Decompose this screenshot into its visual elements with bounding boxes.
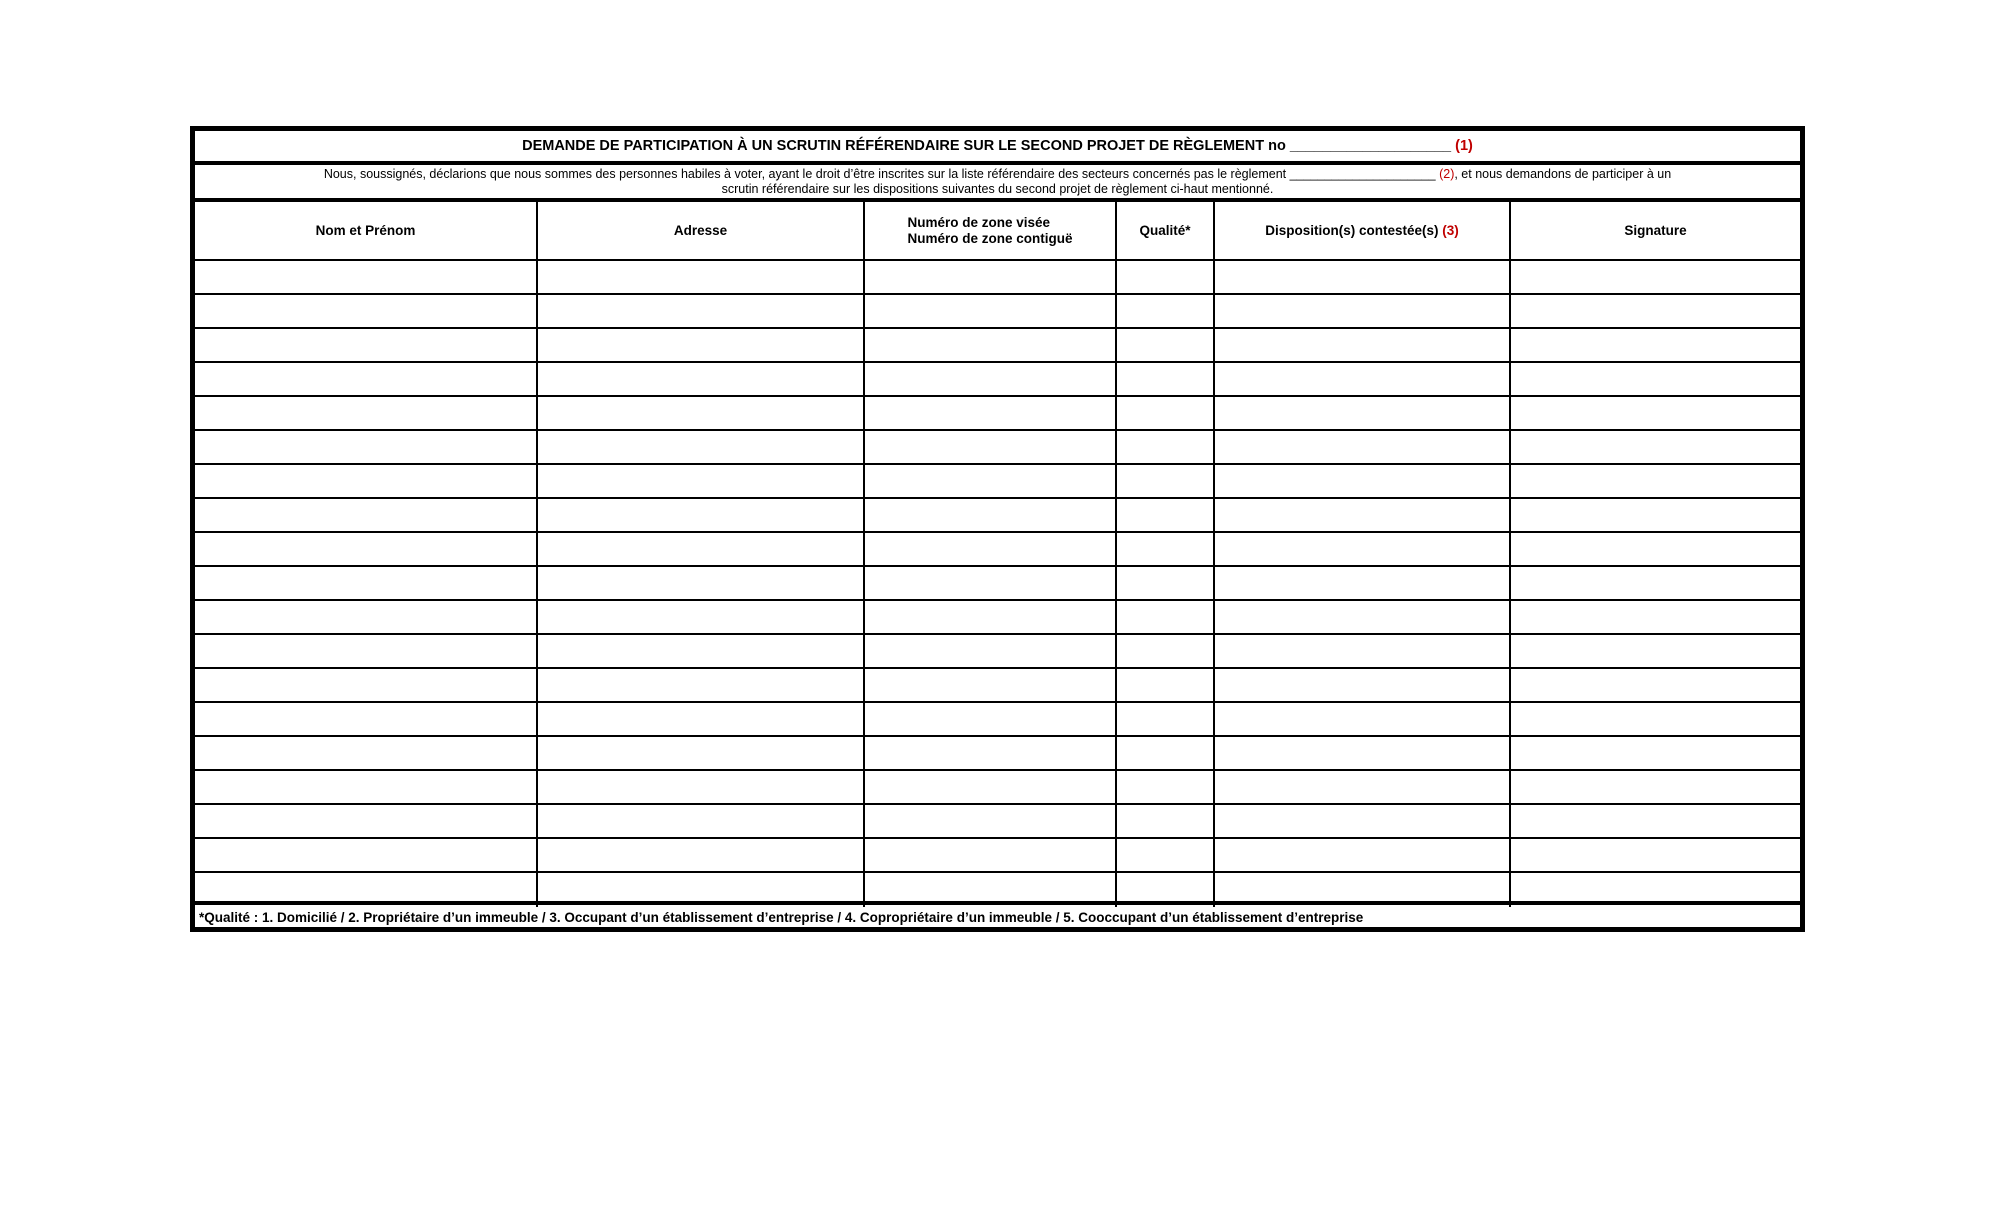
cell-name[interactable] xyxy=(195,567,538,599)
table-row xyxy=(195,465,1800,499)
table-row xyxy=(195,737,1800,771)
cell-name[interactable] xyxy=(195,601,538,633)
cell-disposition[interactable] xyxy=(1215,397,1511,429)
cell-name[interactable] xyxy=(195,431,538,463)
table-row xyxy=(195,771,1800,805)
cell-quality[interactable] xyxy=(1117,737,1215,769)
cell-zone[interactable] xyxy=(865,329,1117,361)
cell-quality[interactable] xyxy=(1117,397,1215,429)
form-title: DEMANDE DE PARTICIPATION À UN SCRUTIN RÉFÉRENDAIRE SUR LE SECOND PROJET DE RÈGLEMENT no ____________________ xyxy=(522,138,1452,154)
cell-name[interactable] xyxy=(195,737,538,769)
cell-signature[interactable] xyxy=(1511,329,1800,361)
header-address xyxy=(538,202,865,259)
form-title-note: (1) xyxy=(1455,138,1473,154)
header-name-label: Nom et Prénom xyxy=(315,222,416,238)
cell-zone[interactable] xyxy=(865,635,1117,667)
header-signature xyxy=(1511,202,1800,259)
signature-table xyxy=(195,202,1800,901)
cell-disposition[interactable] xyxy=(1215,805,1511,837)
cell-quality[interactable] xyxy=(1117,533,1215,565)
cell-address[interactable] xyxy=(538,703,865,735)
cell-disposition[interactable] xyxy=(1215,465,1511,497)
table-row xyxy=(195,397,1800,431)
cell-quality[interactable] xyxy=(1117,261,1215,293)
header-address-label: Adresse xyxy=(673,222,728,238)
cell-address[interactable] xyxy=(538,295,865,327)
cell-disposition[interactable] xyxy=(1215,601,1511,633)
intro-line-1 xyxy=(209,167,1786,182)
cell-zone[interactable] xyxy=(865,601,1117,633)
cell-quality[interactable] xyxy=(1117,295,1215,327)
cell-disposition[interactable] xyxy=(1215,261,1511,293)
cell-name[interactable] xyxy=(195,805,538,837)
cell-quality[interactable] xyxy=(1117,703,1215,735)
cell-name[interactable] xyxy=(195,839,538,871)
cell-name[interactable] xyxy=(195,363,538,395)
cell-quality[interactable] xyxy=(1117,771,1215,803)
cell-name[interactable] xyxy=(195,669,538,701)
table-row xyxy=(195,669,1800,703)
cell-zone[interactable] xyxy=(865,737,1117,769)
cell-signature[interactable] xyxy=(1511,839,1800,871)
cell-name[interactable] xyxy=(195,261,538,293)
intro-text-part1: Nous, soussignés, déclarions que nous sommes des personnes habiles à voter, ayant le droit d’être inscrites sur la liste référendaire des secteurs concernés pas le règlement _____________________ xyxy=(323,167,1436,181)
header-zone-line1: Numéro de zone visée xyxy=(907,214,1051,230)
cell-name[interactable] xyxy=(195,635,538,667)
form-intro xyxy=(195,165,1800,202)
table-row xyxy=(195,601,1800,635)
header-zone xyxy=(865,202,1117,259)
header-disposition xyxy=(1215,202,1511,259)
cell-name[interactable] xyxy=(195,465,538,497)
cell-quality[interactable] xyxy=(1117,805,1215,837)
cell-address[interactable] xyxy=(538,499,865,531)
cell-address[interactable] xyxy=(538,363,865,395)
cell-signature[interactable] xyxy=(1511,397,1800,429)
cell-quality[interactable] xyxy=(1117,567,1215,599)
cell-name[interactable] xyxy=(195,533,538,565)
cell-disposition[interactable] xyxy=(1215,839,1511,871)
cell-disposition[interactable] xyxy=(1215,703,1511,735)
cell-zone[interactable] xyxy=(865,567,1117,599)
cell-name[interactable] xyxy=(195,771,538,803)
table-row xyxy=(195,805,1800,839)
cell-signature[interactable] xyxy=(1511,737,1800,769)
cell-zone[interactable] xyxy=(865,533,1117,565)
cell-quality[interactable] xyxy=(1117,499,1215,531)
cell-signature[interactable] xyxy=(1511,261,1800,293)
cell-address[interactable] xyxy=(538,601,865,633)
cell-signature[interactable] xyxy=(1511,499,1800,531)
cell-zone[interactable] xyxy=(865,397,1117,429)
cell-signature[interactable] xyxy=(1511,805,1800,837)
cell-address[interactable] xyxy=(538,669,865,701)
table-row xyxy=(195,431,1800,465)
referendum-request-form xyxy=(190,126,1805,932)
cell-quality[interactable] xyxy=(1117,839,1215,871)
cell-zone[interactable] xyxy=(865,669,1117,701)
cell-signature[interactable] xyxy=(1511,295,1800,327)
header-quality-label: Qualité* xyxy=(1139,222,1191,238)
intro-note: (2) xyxy=(1439,167,1455,181)
cell-name[interactable] xyxy=(195,499,538,531)
header-zone-line2: Numéro de zone contiguë xyxy=(907,230,1073,246)
header-disposition-label: Disposition(s) contestée(s) xyxy=(1265,222,1439,238)
cell-disposition[interactable] xyxy=(1215,567,1511,599)
table-row xyxy=(195,567,1800,601)
cell-zone[interactable] xyxy=(865,295,1117,327)
table-row xyxy=(195,533,1800,567)
table-row xyxy=(195,329,1800,363)
header-disposition-note: (3) xyxy=(1442,222,1459,238)
cell-address[interactable] xyxy=(538,465,865,497)
cell-address[interactable] xyxy=(538,567,865,599)
cell-disposition[interactable] xyxy=(1215,737,1511,769)
cell-address[interactable] xyxy=(538,635,865,667)
cell-quality[interactable] xyxy=(1117,669,1215,701)
cell-disposition[interactable] xyxy=(1215,431,1511,463)
cell-signature[interactable] xyxy=(1511,635,1800,667)
intro-line-2: scrutin référendaire sur les dispositions suivantes du second projet de règlement ci-haut mentionné. xyxy=(721,182,1274,196)
cell-disposition[interactable] xyxy=(1215,363,1511,395)
cell-name[interactable] xyxy=(195,703,538,735)
cell-signature[interactable] xyxy=(1511,363,1800,395)
table-row xyxy=(195,295,1800,329)
cell-quality[interactable] xyxy=(1117,635,1215,667)
cell-zone[interactable] xyxy=(865,465,1117,497)
table-row xyxy=(195,839,1800,873)
cell-disposition[interactable] xyxy=(1215,635,1511,667)
table-row xyxy=(195,363,1800,397)
cell-disposition[interactable] xyxy=(1215,771,1511,803)
cell-disposition[interactable] xyxy=(1215,669,1511,701)
cell-address[interactable] xyxy=(538,397,865,429)
cell-zone[interactable] xyxy=(865,261,1117,293)
quality-legend: *Qualité : 1. Domicilié / 2. Propriétaire d’un immeuble / 3. Occupant d’un établissement d’entreprise / 4. Copropriétaire d’un immeuble / 5. Cooccupant d’un établissement d’entreprise xyxy=(195,901,1800,932)
cell-disposition[interactable] xyxy=(1215,533,1511,565)
table-header-row xyxy=(195,202,1800,261)
cell-name[interactable] xyxy=(195,397,538,429)
cell-address[interactable] xyxy=(538,737,865,769)
cell-disposition[interactable] xyxy=(1215,329,1511,361)
table-row xyxy=(195,703,1800,737)
cell-address[interactable] xyxy=(538,805,865,837)
cell-quality[interactable] xyxy=(1117,363,1215,395)
cell-quality[interactable] xyxy=(1117,465,1215,497)
cell-address[interactable] xyxy=(538,431,865,463)
table-row xyxy=(195,261,1800,295)
cell-address[interactable] xyxy=(538,839,865,871)
table-row xyxy=(195,499,1800,533)
cell-signature[interactable] xyxy=(1511,431,1800,463)
cell-address[interactable] xyxy=(538,261,865,293)
intro-text-part2: , et nous demandons de participer à un xyxy=(1454,167,1672,181)
cell-disposition[interactable] xyxy=(1215,295,1511,327)
table-row xyxy=(195,635,1800,669)
cell-name[interactable] xyxy=(195,329,538,361)
cell-zone[interactable] xyxy=(865,703,1117,735)
cell-quality[interactable] xyxy=(1117,329,1215,361)
cell-signature[interactable] xyxy=(1511,669,1800,701)
cell-zone[interactable] xyxy=(865,431,1117,463)
cell-zone[interactable] xyxy=(865,771,1117,803)
cell-zone[interactable] xyxy=(865,499,1117,531)
cell-address[interactable] xyxy=(538,533,865,565)
header-name xyxy=(195,202,538,259)
cell-quality[interactable] xyxy=(1117,431,1215,463)
cell-zone[interactable] xyxy=(865,839,1117,871)
cell-signature[interactable] xyxy=(1511,703,1800,735)
cell-address[interactable] xyxy=(538,771,865,803)
cell-zone[interactable] xyxy=(865,805,1117,837)
cell-disposition[interactable] xyxy=(1215,499,1511,531)
cell-signature[interactable] xyxy=(1511,567,1800,599)
cell-signature[interactable] xyxy=(1511,601,1800,633)
cell-name[interactable] xyxy=(195,295,538,327)
header-signature-label: Signature xyxy=(1624,222,1687,238)
header-zone-label xyxy=(907,215,1072,247)
cell-signature[interactable] xyxy=(1511,465,1800,497)
cell-signature[interactable] xyxy=(1511,533,1800,565)
cell-signature[interactable] xyxy=(1511,771,1800,803)
cell-quality[interactable] xyxy=(1117,601,1215,633)
header-quality xyxy=(1117,202,1215,259)
form-title-row xyxy=(195,131,1800,165)
cell-zone[interactable] xyxy=(865,363,1117,395)
cell-address[interactable] xyxy=(538,329,865,361)
